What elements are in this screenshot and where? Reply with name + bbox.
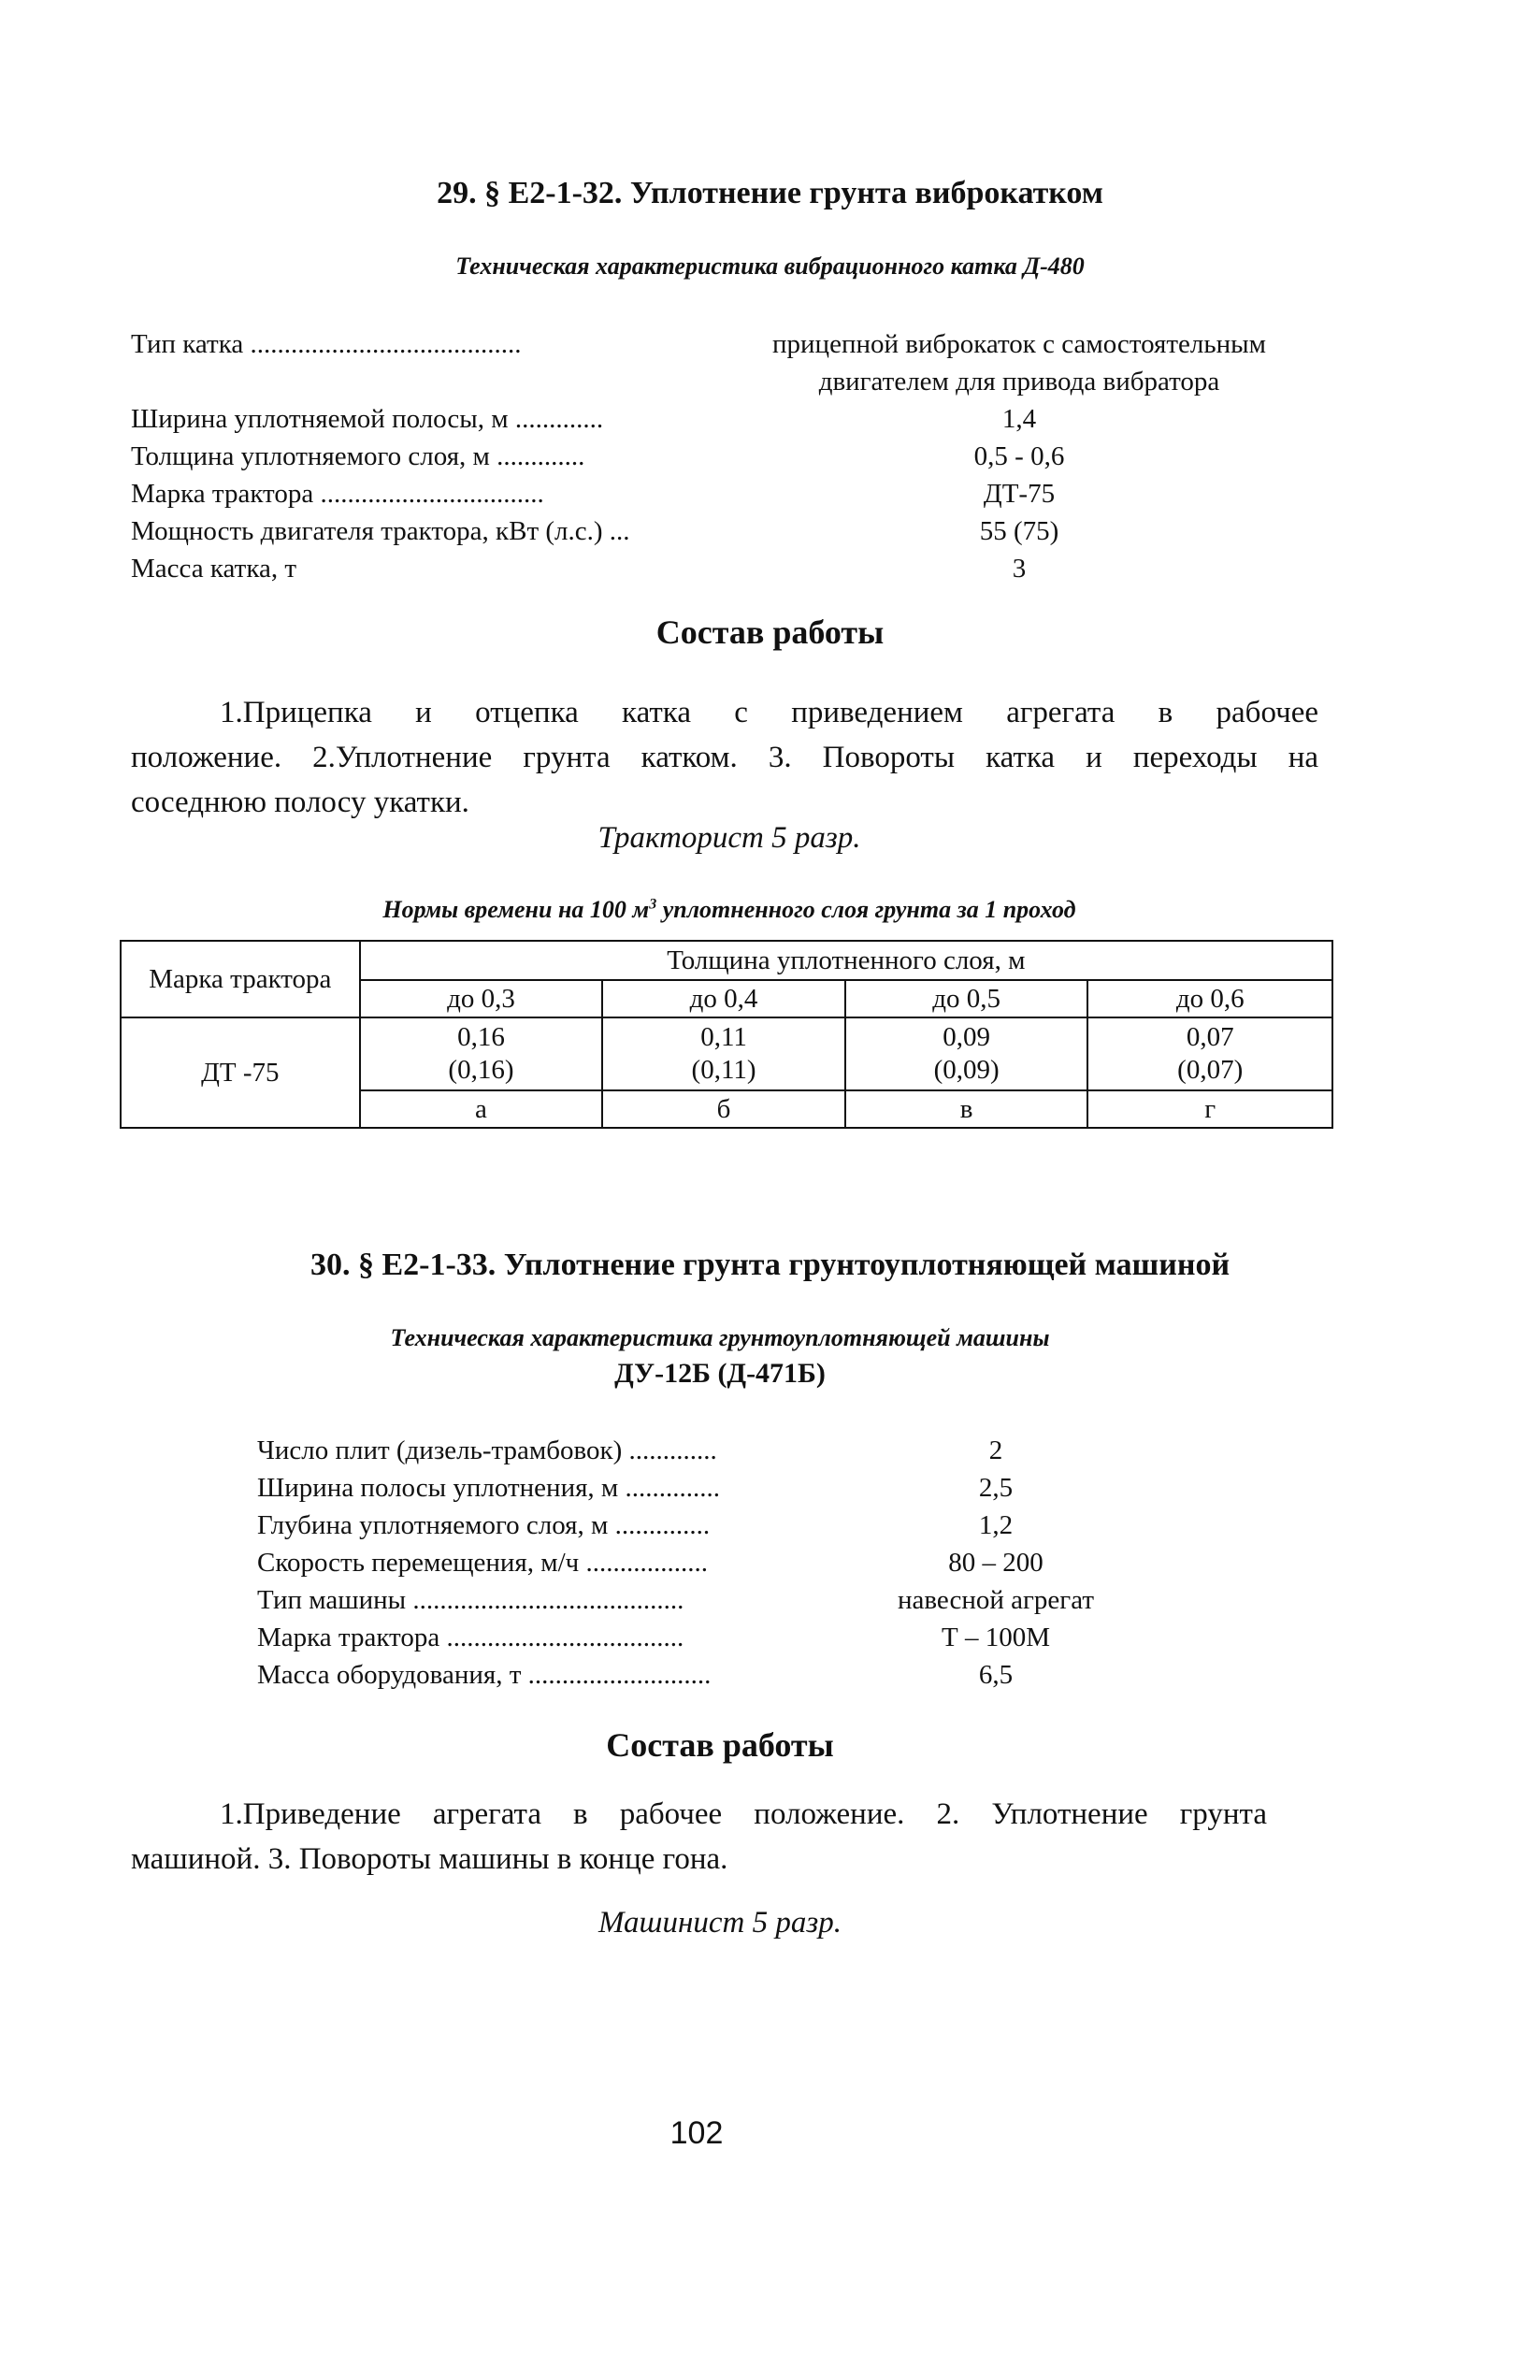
norms-title-sup: 3 [649, 896, 657, 913]
spec-row [257, 1469, 1192, 1507]
spec-row [257, 1619, 1192, 1656]
norm-value: 0,16 [457, 1022, 505, 1052]
spec-label: Скорость перемещения, м/ч .................. [257, 1548, 709, 1578]
norm-value: 0,11 [700, 1022, 747, 1052]
row-label-tractor: ДТ -75 [121, 1017, 360, 1128]
spec-label: Марка трактора ................................... [257, 1623, 684, 1652]
subheader: до 0,3 [360, 980, 603, 1017]
norms-title-text: Нормы времени на 100 м [382, 896, 650, 923]
spec-label: Тип катка ........................................ [131, 329, 522, 359]
work-line: 1.Приведение агрегата в рабочее положение. 2. Уплотнение грунта [220, 1797, 1267, 1831]
spec-row [131, 400, 1346, 438]
work-line: машиной. 3. Повороты машины в конце гона. [131, 1842, 728, 1876]
spec-value: 1,2 [978, 1510, 1014, 1540]
column-letter: в [845, 1090, 1088, 1128]
page-number: 102 [669, 2115, 724, 2151]
norms-title [0, 896, 1459, 924]
spec-row [257, 1656, 1192, 1694]
spec-label: Число плит (дизель-трамбовок) ............. [257, 1435, 717, 1465]
section-29-work-text [131, 690, 1318, 825]
work-line: 1.Прицепка и отцепка катка с приведением агрегата в рабочее [220, 696, 1318, 729]
spec-value: 0,5 - 0,6 [973, 441, 1065, 471]
norm-value: 0,07 [1186, 1022, 1234, 1052]
spec-label: Масса катка, т [131, 554, 297, 584]
spec-label: Ширина уплотняемой полосы, м ............. [131, 404, 604, 434]
spec-row [257, 1507, 1192, 1544]
section-30-title: 30. § Е2-1-33. Уплотнение грунта грунтоуплотняющей машиной [309, 1248, 1231, 1282]
spec-value: навесной агрегат [898, 1585, 1094, 1615]
spec-row [131, 438, 1346, 475]
spec-row [257, 1432, 1192, 1469]
column-letter: г [1087, 1090, 1332, 1128]
spec-label: Ширина полосы уплотнения, м .............. [257, 1473, 721, 1503]
section-30-spec-title-line1: Техническая характеристика грунтоуплотняющей машины [390, 1324, 1050, 1351]
spec-value: 6,5 [978, 1660, 1014, 1690]
norm-value-paren: (0,16) [448, 1055, 514, 1085]
subheader: до 0,4 [602, 980, 845, 1017]
subheader: до 0,6 [1087, 980, 1332, 1017]
norm-cell [602, 1017, 845, 1090]
norm-value-paren: (0,09) [933, 1055, 1000, 1085]
spec-row [131, 325, 1346, 363]
section-29-title: 29. § Е2-1-32. Уплотнение грунта виброкатком [437, 176, 1103, 210]
spec-row [257, 1544, 1192, 1581]
spec-label: Масса оборудования, т ........................... [257, 1660, 712, 1690]
spec-value: 2 [988, 1435, 1003, 1465]
spec-row [257, 1581, 1192, 1619]
section-29-spec-title: Техническая характеристика вибрационного катка Д-480 [455, 252, 1085, 280]
norms-table [120, 940, 1333, 1129]
spec-label: Глубина уплотняемого слоя, м .............. [257, 1510, 711, 1540]
spec-value: 2,5 [978, 1473, 1014, 1503]
column-letter: а [360, 1090, 603, 1128]
norm-value: 0,09 [943, 1022, 990, 1052]
norm-cell [845, 1017, 1088, 1090]
spec-value: 55 (75) [979, 516, 1059, 546]
section-30-spec-title-line2: ДУ-12Б (Д-471Б) [614, 1358, 826, 1389]
norm-cell [360, 1017, 603, 1090]
spec-label: Мощность двигателя трактора, кВт (л.с.) ... [131, 516, 630, 546]
section-30-work-heading: Состав работы [606, 1726, 834, 1764]
norm-value-paren: (0,07) [1177, 1055, 1244, 1085]
spec-row [131, 512, 1346, 550]
norm-value-paren: (0,11) [691, 1055, 756, 1085]
norms-title-rest: уплотненного слоя грунта за 1 проход [656, 896, 1076, 923]
spec-row [131, 475, 1346, 512]
spec-value: 1,4 [1001, 404, 1037, 434]
spec-value: ДТ-75 [983, 479, 1056, 509]
group-header-thickness: Толщина уплотненного слоя, м [360, 941, 1332, 980]
subheader: до 0,5 [845, 980, 1088, 1017]
spec-row [131, 550, 1346, 587]
spec-label: Тип машины ........................................ [257, 1585, 684, 1615]
section-30-worker: Машинист 5 разр. [598, 1906, 842, 1940]
spec-value: 80 – 200 [948, 1548, 1043, 1578]
spec-value-continued: двигателем для привода вибратора [818, 367, 1220, 397]
spec-value: прицепной виброкаток с самостоятельным [772, 329, 1266, 359]
spec-value: 3 [1012, 554, 1027, 584]
col-header-tractor: Марка трактора [121, 941, 360, 1017]
spec-value: Т – 100М [942, 1623, 1050, 1652]
spec-row [131, 363, 1346, 400]
section-29-worker: Тракторист 5 разр. [597, 821, 861, 855]
norm-cell [1087, 1017, 1332, 1090]
spec-label: Толщина уплотняемого слоя, м ............. [131, 441, 585, 471]
section-29-work-heading: Состав работы [655, 613, 885, 651]
work-line: соседнюю полосу укатки. [131, 786, 469, 819]
column-letter: б [602, 1090, 845, 1128]
spec-label: Марка трактора ................................. [131, 479, 544, 509]
section-30-work-text [131, 1792, 1267, 1882]
work-line: положение. 2.Уплотнение грунта катком. 3. Повороты катка и переходы на [131, 741, 1318, 774]
